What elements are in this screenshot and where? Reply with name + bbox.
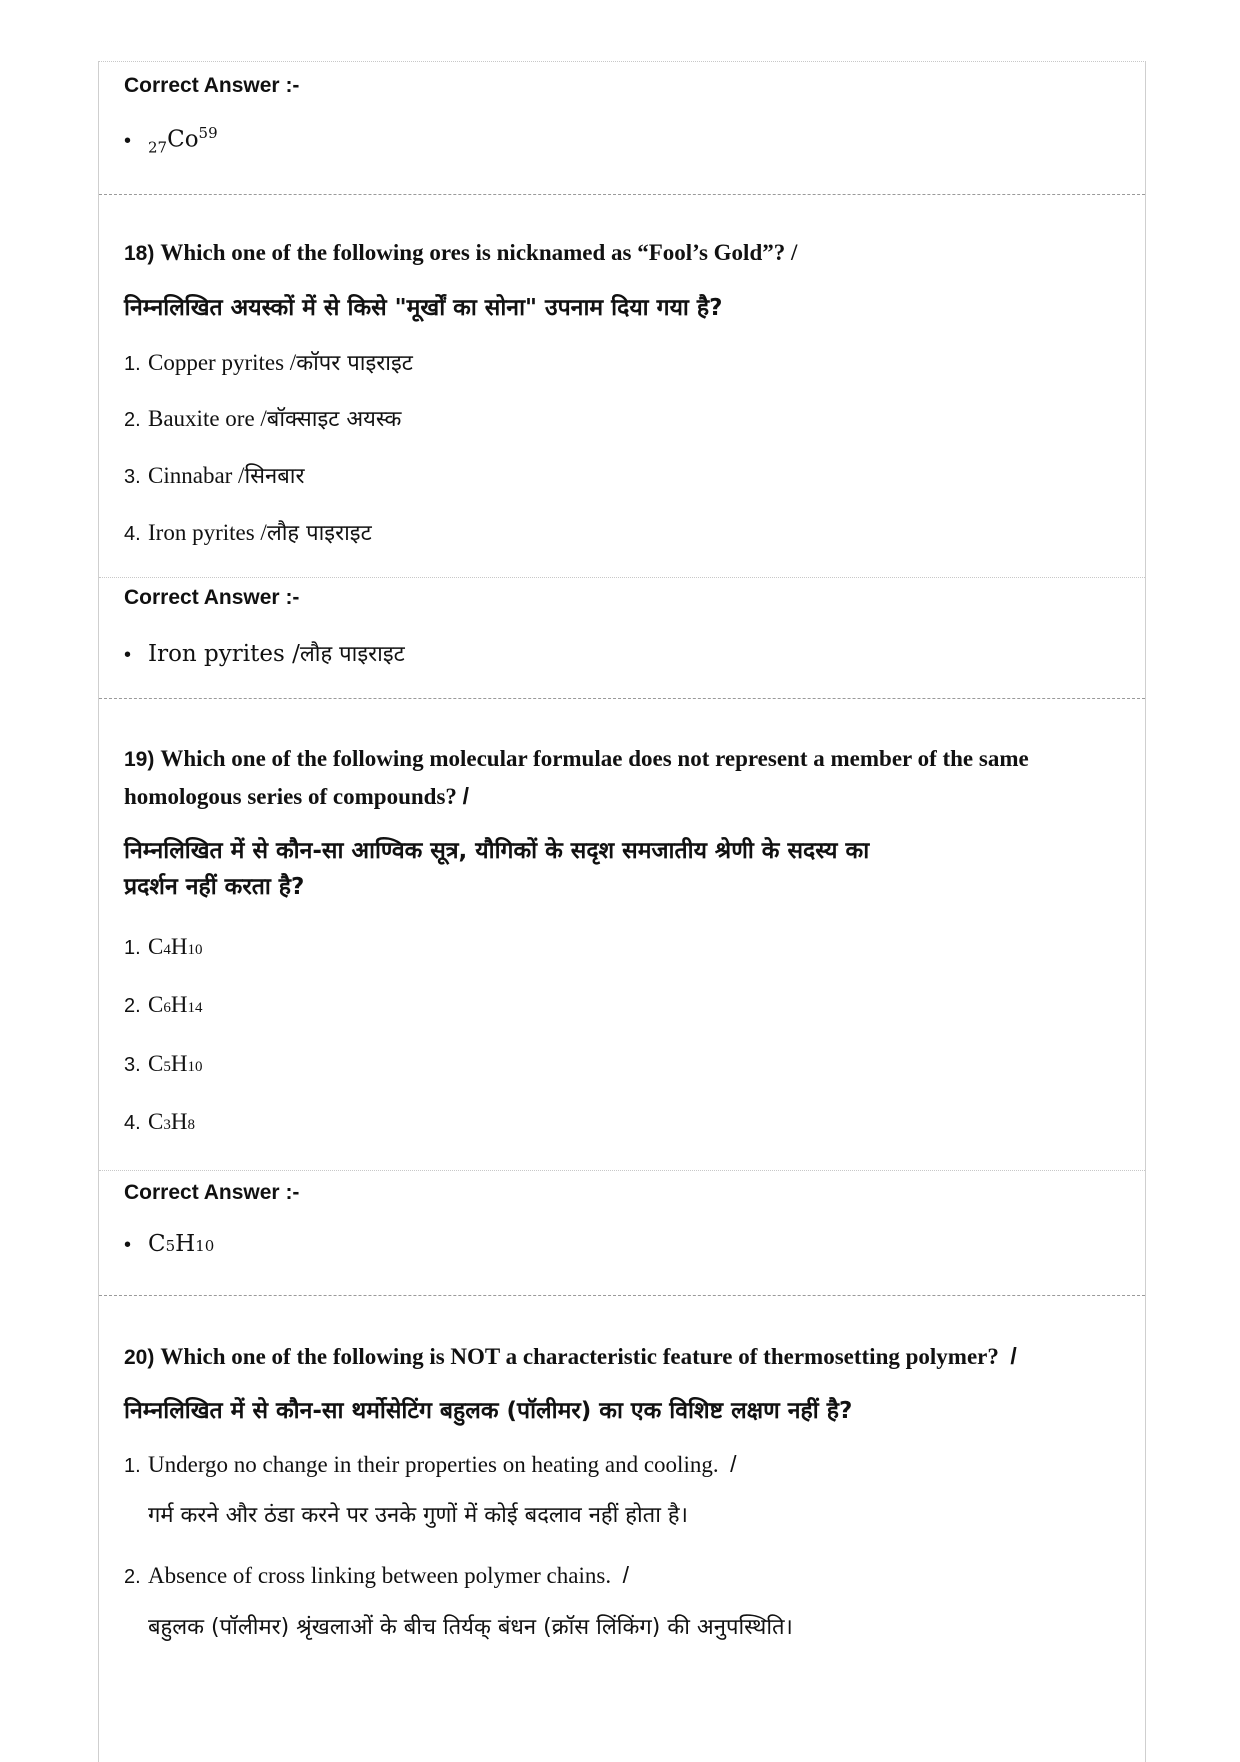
question-number: 20): [124, 1346, 155, 1369]
question-20: [99, 1296, 1145, 1696]
q19-answer-section: [99, 1170, 1145, 1296]
question-number: 18): [124, 242, 155, 265]
option-4: 4. C 3 H 8: [124, 1109, 195, 1134]
option-2: 2. C 6 H 14: [124, 992, 203, 1017]
answer-item: • Iron pyrites / लौह पाइराइट: [124, 641, 405, 667]
question-number: 19): [124, 748, 155, 771]
question-text-hindi: निम्नलिखित अयस्कों में से किसे "मूर्खों का सोना" उपनाम दिया गया है?: [124, 295, 723, 321]
question-paper-page: [98, 61, 1146, 1762]
question-18: [99, 195, 1145, 577]
bullet-icon: •: [124, 644, 132, 666]
option-1-hindi: गर्म करने और ठंडा करने पर उनके गुणों में कोई बदलाव नहीं होता है।: [148, 1503, 688, 1528]
q18-answer-section: [99, 577, 1145, 699]
option-1: 1. Copper pyrites / कॉपर पाइराइट: [124, 350, 413, 376]
option-1: 1. C 4 H 10: [124, 934, 203, 959]
correct-answer-label: Correct Answer :-: [124, 1181, 300, 1204]
question-text-hindi: निम्नलिखित में से कौन-सा थर्मोसेटिंग बहुलक (पॉलीमर) का एक विशिष्ट लक्षण नहीं है?: [124, 1398, 853, 1424]
option-1: 1. Undergo no change in their properties on heating and cooling. /: [124, 1451, 737, 1477]
option-2-hindi: बहुलक (पॉलीमर) श्रृंखलाओं के बीच तिर्यक् बंधन (क्रॉस लिंकिंग) की अनुपस्थिति।: [148, 1615, 793, 1640]
option-2: 2. Bauxite ore / बॉक्साइट अयस्क: [124, 406, 402, 432]
option-3: 3. Cinnabar / सिनबार: [124, 463, 305, 489]
answer-item: [124, 124, 218, 156]
answer-formula: $_{27}Co^{59}$: [148, 124, 218, 157]
question-text-english: 19) Which one of the following molecular formulae does not represent a member of the same homologous series of compounds? /: [124, 746, 1029, 809]
bullet-icon: •: [124, 129, 132, 152]
question-text-english: 20) Which one of the following is NOT a characteristic feature of thermosetting polymer? /: [124, 1343, 1017, 1369]
option-4: 4. Iron pyrites / लौह पाइराइट: [124, 520, 372, 546]
answer-item: • C 5 H 10: [124, 1231, 215, 1257]
correct-answer-label: Correct Answer :-: [124, 586, 300, 609]
question-19: [99, 699, 1145, 1170]
bullet-icon: •: [124, 1234, 132, 1256]
correct-answer-label: Correct Answer :-: [124, 74, 300, 97]
question-text-hindi: निम्नलिखित में से कौन-सा आण्विक सूत्र, यौगिकों के सदृश समजातीय श्रेणी के सदस्य का प्रदर्शन नहीं करता है?: [124, 838, 870, 900]
prev-answer-section: [99, 62, 1145, 195]
option-3: 3. C 5 H 10: [124, 1051, 203, 1076]
option-2: 2. Absence of cross linking between polymer chains. /: [124, 1562, 629, 1588]
question-text-english: 18) Which one of the following ores is nicknamed as “Fool’s Gold”? /: [124, 240, 798, 265]
